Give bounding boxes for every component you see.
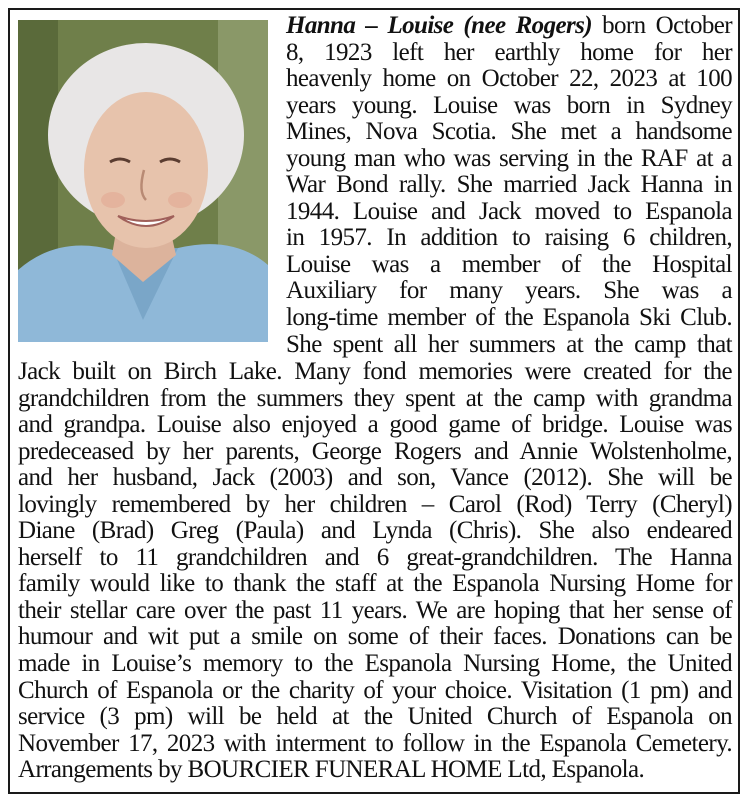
text-line: grandchildren from the summers they spent at the camp with grandma — [18, 384, 732, 412]
text-line: and grandpa. Louise also enjoyed a good game of bridge. Louise was — [18, 411, 732, 439]
text-line: November 17, 2023 with interment to follow in the Espanola Cemetery. — [18, 729, 732, 757]
text-line: Diane (Brad) Greg (Paula) and Lynda (Chris). She also endeared — [18, 517, 732, 545]
text-line: Hanna – Louise (nee Rogers) born October — [286, 12, 733, 39]
wrapped-text-column — [286, 13, 732, 358]
text-line: in 1957. In addition to raising 6 children, — [286, 224, 732, 252]
portrait-illustration — [18, 20, 268, 342]
text-line: service (3 pm) will be held at the United Church of Espanola on — [18, 703, 732, 731]
text-line: Mines, Nova Scotia. She met a handsome — [286, 118, 732, 146]
text-line: Louise was a member of the Hospital — [286, 250, 732, 278]
text-line: Auxiliary for many years. She was a — [286, 277, 732, 305]
text-line: Jack built on Birch Lake. Many fond memories were created for the — [18, 358, 732, 385]
text-line: lovingly remembered by her children – Carol (Rod) Terry (Cheryl) — [18, 490, 732, 518]
text-line: 8, 1923 left her earthly home for her — [286, 38, 732, 66]
text-line: herself to 11 grandchildren and 6 great-grandchildren. The Hanna — [18, 543, 732, 571]
text-line: humour and wit put a smile on some of their faces. Donations can be — [18, 623, 732, 651]
text-line: Church of Espanola or the charity of your choice. Visitation (1 pm) and — [18, 676, 732, 704]
text-line: predeceased by her parents, George Rogers and Annie Wolstenholme, — [18, 437, 732, 465]
text-line: young man who was serving in the RAF at a — [286, 144, 732, 172]
text-line: made in Louise’s memory to the Espanola Nursing Home, the United — [18, 650, 732, 678]
text-line: heavenly home on October 22, 2023 at 100 — [286, 65, 732, 93]
deceased-name: Hanna – Louise (nee Rogers) — [286, 12, 592, 39]
text-line: War Bond rally. She married Jack Hanna in — [286, 171, 732, 199]
text-line: family would like to thank the staff at the Espanola Nursing Home for — [18, 570, 732, 598]
full-width-text — [18, 359, 732, 784]
text-line: and her husband, Jack (2003) and son, Vance (2012). She will be — [18, 464, 732, 492]
portrait-photo — [18, 20, 268, 342]
text-line: long-time member of the Espanola Ski Club. — [286, 304, 732, 332]
text-line: Arrangements by BOURCIER FUNERAL HOME Ltd, Espanola. — [18, 756, 645, 784]
text-line: 1944. Louise and Jack moved to Espanola — [286, 197, 732, 225]
text-line: years young. Louise was born in Sydney — [286, 91, 732, 119]
text-line: their stellar care over the past 11 years. We are hoping that her sense of — [18, 596, 732, 624]
text-line: She spent all her summers at the camp that — [286, 330, 732, 358]
